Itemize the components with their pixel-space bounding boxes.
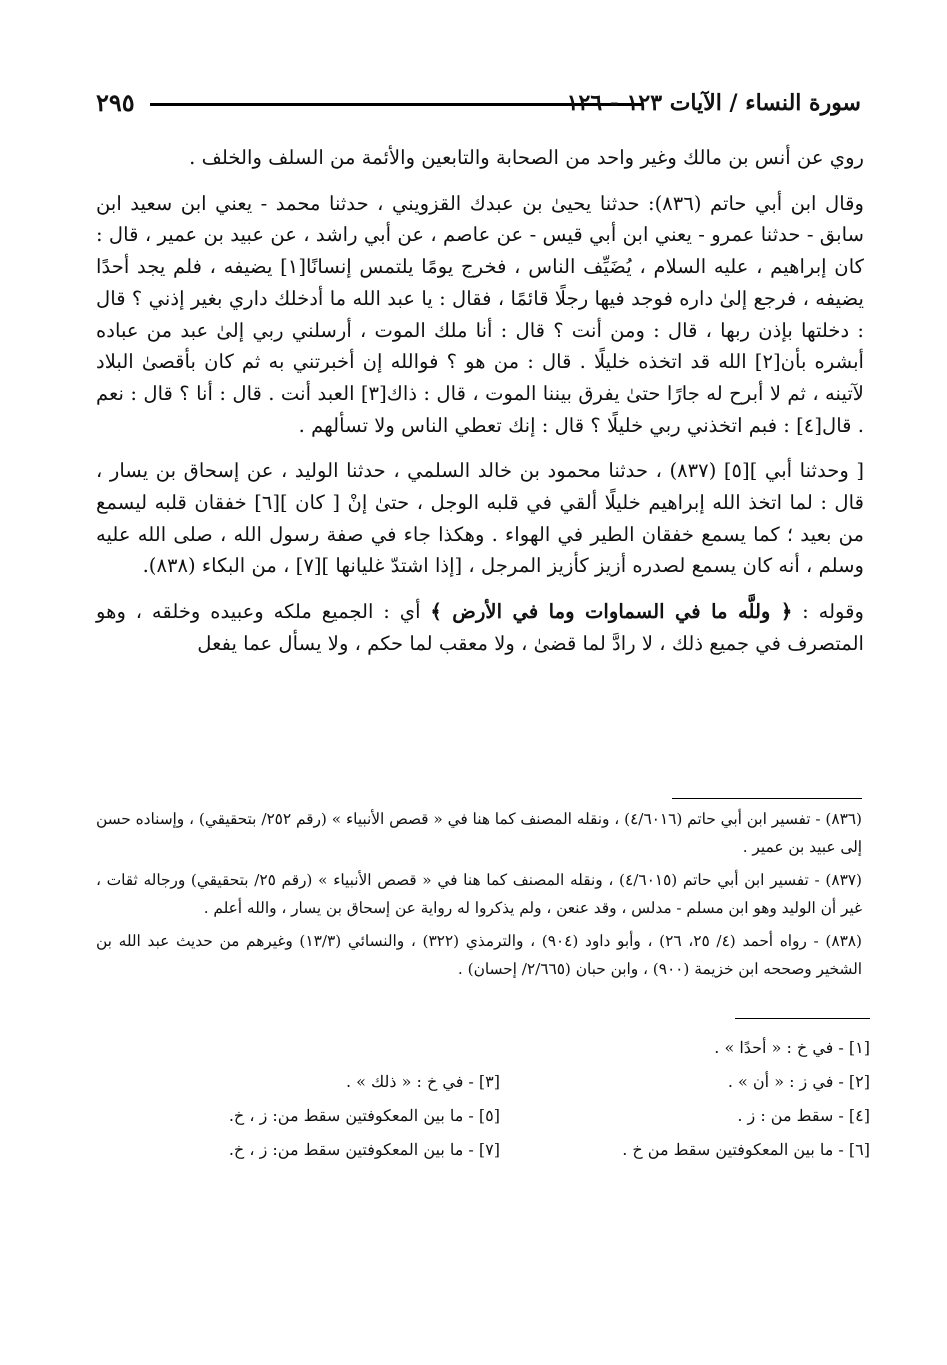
paragraph: [ وحدثنا أبي ][٥] (٨٣٧) ، حدثنا محمود بن خالد السلمي ، حدثنا الوليد ، عن إسحاق بن يسار ، قال : لما اتخذ الله إبراهيم خليلًا ألقي في قلبه الوجل ، حتىٰ إنْ [ كان ][٦] خفقان قلبه ليسمع من بعيد ؛ كما يسمع خفقان الطير في الهواء . وهكذا جاء في صفة رسول الله ، صلى الله عليه وسلم ، أنه كان يسمع لصدره أزيز كأزيز المرجل ، [إذا اشتدّ غليانها ][٧] ، من البكاء (٨٣٨). xyxy=(96,459,864,578)
notes-row xyxy=(120,1065,870,1099)
manuscript-note xyxy=(130,1031,500,1065)
notes-row xyxy=(120,1031,870,1065)
manuscript-note: [٤] - سقط من : ز . xyxy=(737,1106,870,1125)
notes-row xyxy=(120,1133,870,1167)
manuscript-notes xyxy=(120,1018,870,1167)
quran-verse: ﴿ وللَّه ما في السماوات وما في الأرض ﴾ xyxy=(430,600,793,624)
notes-row xyxy=(120,1099,870,1133)
page-number: ٢٩٥ xyxy=(96,88,135,117)
verse-intro: وقوله : xyxy=(792,600,865,624)
page-header xyxy=(96,88,861,124)
footnote: (٨٣٧) - تفسير ابن أبي حاتم (٤/٦٠١٥) ، ونقله المصنف كما هنا في « قصص الأنبياء » (رقم ٢٥/ بتحقيقي) ورجاله ثقات ، غير أن الوليد وهو ابن مسلم - مدلس ، وقد عنعن ، ولم يذكروا له رواية عن إسحاق بن يسار ، والله أعلم . xyxy=(96,871,862,917)
manuscript-note: [٧] - ما بين المعكوفتين سقط من: ز ، خ. xyxy=(228,1140,500,1159)
manuscript-note: [٦] - ما بين المعكوفتين سقط من خ . xyxy=(622,1140,870,1159)
verse-paragraph xyxy=(96,596,864,659)
footnote: (٨٣٨) - رواه أحمد (٤/ ٢٥، ٢٦) ، وأبو داود (٩٠٤) ، والترمذي (٣٢٢) ، والنسائي (١٣/٣) وغيرهم من حديث عبد الله بن الشخير وصححه ابن خزيمة (٩٠٠) ، وابن حبان (٢/٦٦٥/ إحسان) . xyxy=(96,932,862,978)
manuscript-note: [٢] - في ز : « أن » . xyxy=(727,1072,870,1091)
footnote-divider xyxy=(672,798,862,799)
manuscript-note: [١] - في خ : « أحدًا » . xyxy=(714,1038,870,1057)
verse-commentary: أي : الجميع ملكه وعبيده وخلقه ، وهو المتصرف في جميع ذلك ، لا رادَّ لما قضىٰ ، ولا معقب لما حكم ، ولا يسأل عما يفعل xyxy=(96,600,864,655)
running-title: سورة النساء / الآيات ١٢٣ - ١٢٦ xyxy=(566,90,861,116)
main-text xyxy=(96,142,864,674)
footnote: (٨٣٦) - تفسير ابن أبي حاتم (٤/٦٠١٦) ، ونقله المصنف كما هنا في « قصص الأنبياء » (رقم ٢٥٢/ بتحقيقي) ، وإسناده حسن إلى عبيد بن عمير . xyxy=(96,810,862,856)
footnotes xyxy=(96,798,862,988)
paragraph: وقال ابن أبي حاتم (٨٣٦): حدثنا يحيىٰ بن عبدك القزويني ، حدثنا محمد - يعني ابن سعيد ابن سابق - حدثنا عمرو - يعني ابن أبي قيس - عن عاصم ، عن أبي راشد ، عن عبيد بن عمير ، قال : كان إبراهيم ، عليه السلام ، يُضَيِّف الناس ، فخرج يومًا يلتمس إنسانًا[١] يضيفه ، فلم يجد أحدًا يضيفه ، فرجع إلىٰ داره فوجد فيها رجلًا قائمًا ، فقال : يا عبد الله ما أدخلك داري بغير إذني ؟ قال : دخلتها بإذن ربها ، قال : ومن أنت ؟ قال : أنا ملك الموت ، أرسلني ربي إلىٰ عبد من عباده أبشره بأن[٢] الله قد اتخذه خليلًا . قال : من هو ؟ فوالله إن أخبرتني به ثم كان بأقصىٰ البلاد لآتينه ، ثم لا أبرح له جارًا حتىٰ يفرق بيننا الموت ، قال : ذاك[٣] العبد أنت . قال : أنا ؟ قال : نعم . قال[٤] : فبم اتخذني ربي خليلًا ؟ قال : إنك تعطي الناس ولا تسألهم . xyxy=(96,191,864,437)
manuscript-note: [٣] - في خ : « ذلك » . xyxy=(345,1072,500,1091)
notes-divider xyxy=(735,1018,870,1019)
manuscript-note: [٥] - ما بين المعكوفتين سقط من: ز ، خ. xyxy=(228,1106,500,1125)
paragraph: روي عن أنس بن مالك وغير واحد من الصحابة والتابعين والأئمة من السلف والخلف . xyxy=(189,146,864,169)
